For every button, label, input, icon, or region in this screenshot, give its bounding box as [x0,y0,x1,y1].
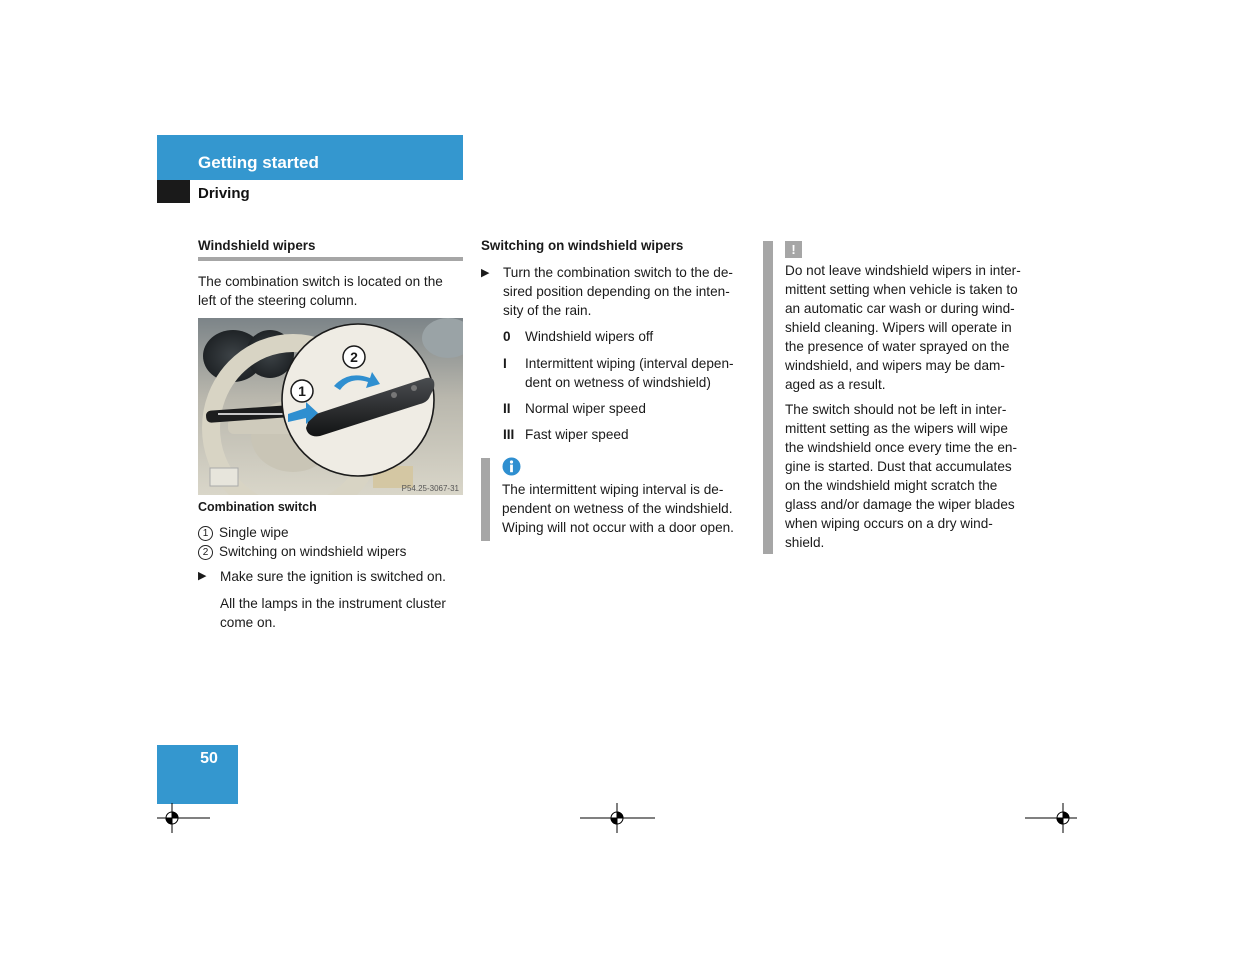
position-symbol: I [503,356,507,371]
warning-line: aged as a result. [785,377,886,392]
figure-code: P54.25-3067-31 [401,484,459,493]
position-line: Fast wiper speed [525,427,629,442]
step-line: sired position depending on the inten- [503,284,730,299]
position-symbol: II [503,401,511,416]
result-line: come on. [220,615,276,630]
warning-line: gine is started. Dust that accumulates [785,459,1012,474]
legend-text: Switching on windshield wipers [219,544,407,559]
page-number: 50 [200,750,218,767]
warning-line: mittent setting when vehicle is taken to [785,282,1018,297]
warning-line: when wiping occurs on a dry wind- [785,516,993,531]
windshield-wipers-heading: Windshield wipers [198,238,316,253]
step-text: Make sure the ignition is switched on. [220,569,446,584]
figure-caption: Combination switch [198,500,317,514]
section-title: Driving [198,185,250,202]
registration-mark-right [1025,803,1077,833]
intro-line: The combination switch is located on the [198,274,443,289]
bullet-arrow-icon: ▶ [481,267,490,279]
switching-on-heading: Switching on windshield wipers [481,238,684,253]
step-line: sity of the rain. [503,303,592,318]
info-line: Wiping will not occur with a door open. [502,520,734,535]
legend-text: Single wipe [219,525,289,540]
position-line: Windshield wipers off [525,329,654,344]
result-line: All the lamps in the instrument cluster [220,596,446,611]
chapter-title: Getting started [198,153,319,172]
legend-number: 1 [198,526,213,541]
intro-line: left of the steering column. [198,293,358,308]
warning-line: Do not leave windshield wipers in inter- [785,263,1021,278]
position-line: Intermittent wiping (interval depen- [525,356,734,371]
warning-line: shield. [785,535,825,550]
info-line: pendent on wetness of the windshield. [502,501,733,516]
bullet-arrow-icon: ▶ [198,570,207,582]
registration-mark-center [580,803,655,833]
figure-callout-1: 1 [298,383,306,399]
warning-line: the presence of water sprayed on the [785,339,1010,354]
legend-number: 2 [198,545,213,560]
position-line: Normal wiper speed [525,401,646,416]
warning-line: shield cleaning. Wipers will operate in [785,320,1012,335]
position-symbol: III [503,427,515,442]
warning-line: the windshield once every time the en- [785,440,1017,455]
info-line: The intermittent wiping interval is de- [502,482,724,497]
warning-line: windshield, and wipers may be dam- [785,358,1005,373]
warning-icon: ! [785,241,802,258]
warning-line: The switch should not be left in inter- [785,402,1007,417]
registration-mark-left [157,803,210,833]
warning-line: an automatic car wash or during wind- [785,301,1015,316]
figure-callout-2: 2 [350,349,358,365]
step-line: Turn the combination switch to the de- [503,265,733,280]
warning-line: mittent setting as the wipers will wipe [785,421,1008,436]
position-symbol: 0 [503,329,511,344]
warning-line: on the windshield might scratch the [785,478,998,493]
warning-line: glass and/or damage the wiper blades [785,497,1015,512]
position-line: dent on wetness of windshield) [525,375,711,390]
